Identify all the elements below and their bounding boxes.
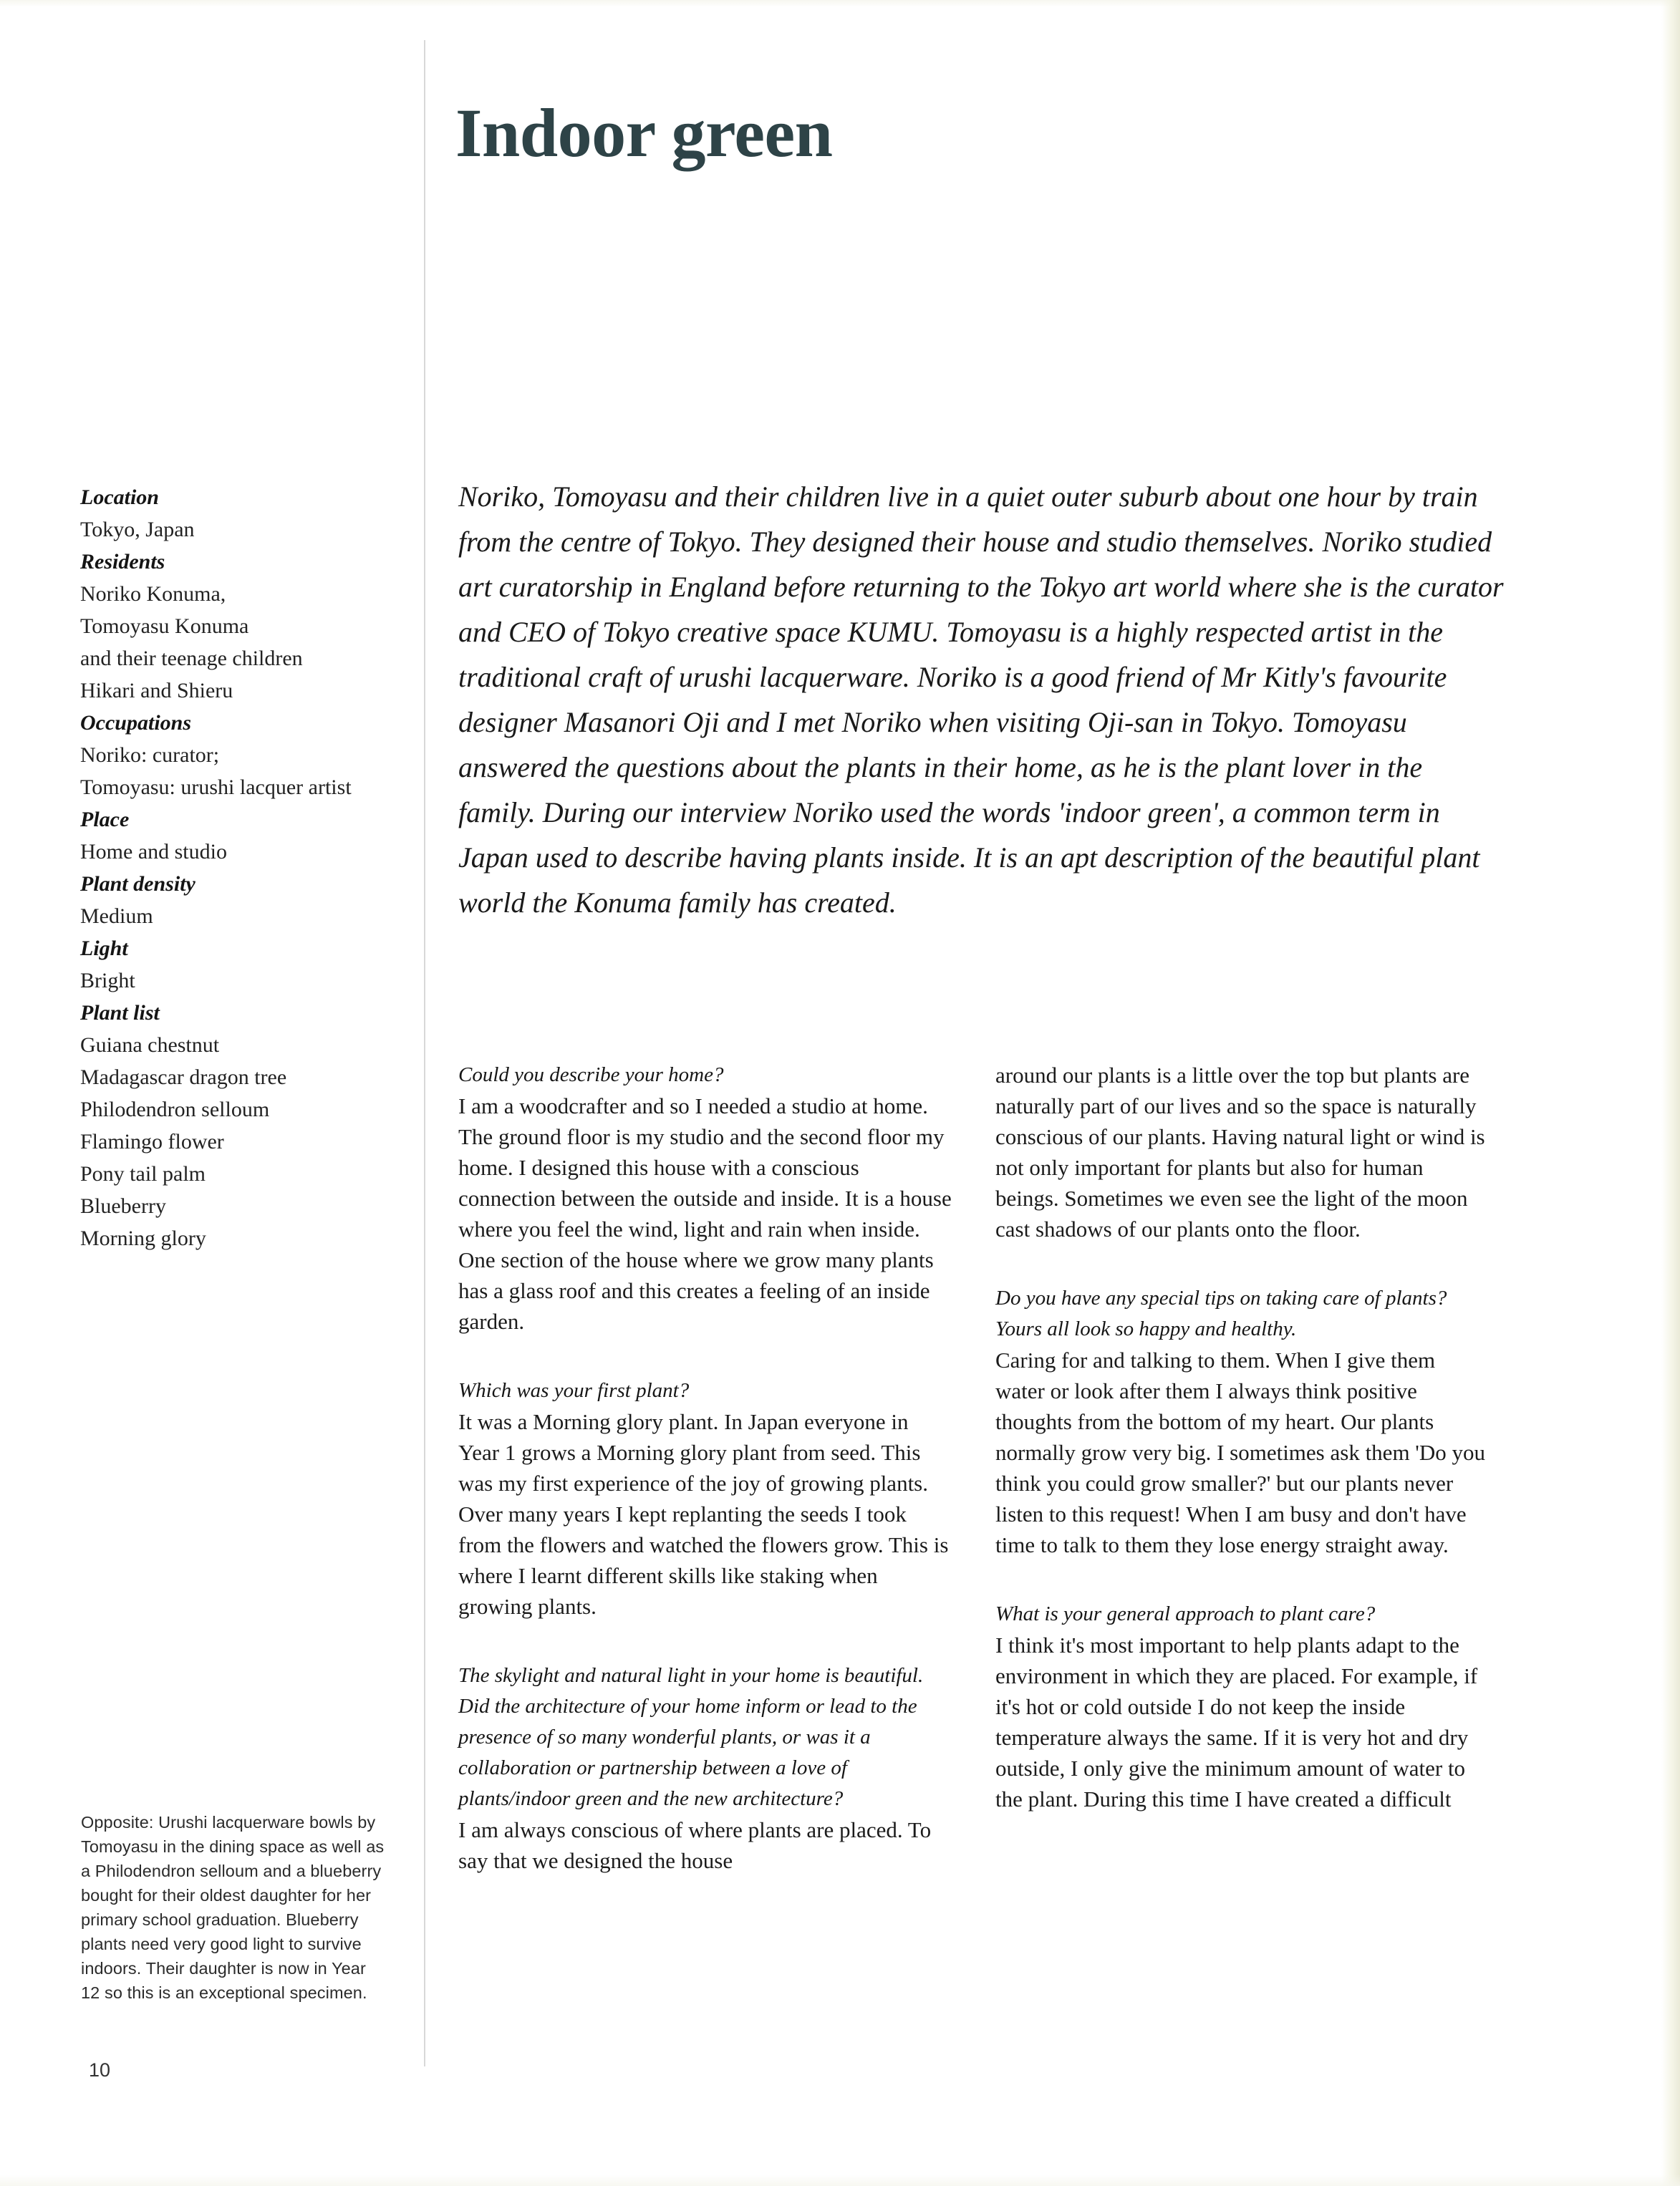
meta-block bbox=[80, 546, 388, 707]
page-title: Indoor green bbox=[455, 95, 833, 172]
meta-label: Light bbox=[80, 937, 128, 960]
meta-value: Philodendron selloum bbox=[80, 1098, 270, 1121]
qa-block bbox=[458, 1375, 952, 1622]
article-body bbox=[458, 1060, 1511, 2076]
meta-value: Guiana chestnut bbox=[80, 1033, 220, 1057]
meta-label: Plant list bbox=[80, 1001, 160, 1025]
meta-sidebar bbox=[80, 481, 388, 1254]
qa-block bbox=[458, 1660, 952, 1876]
qa-block bbox=[458, 1060, 952, 1337]
interview-answer: I am always conscious of where plants are placed. To say that we designed the house bbox=[458, 1817, 932, 1873]
page-number: 10 bbox=[89, 2059, 111, 2081]
meta-label: Plant density bbox=[80, 872, 195, 896]
meta-block bbox=[80, 803, 388, 868]
meta-label: Location bbox=[80, 485, 159, 509]
scan-edge-top bbox=[0, 0, 1680, 7]
interview-answer: I am a woodcrafter and so I needed a studio at home. The ground floor is my studio and the second floor my home. I designed this house with a conscious connection between the outside and inside. It is a house where you feel the wind, light and rain when inside. One section of the house where we grow many plants has a glass roof and this creates a feeling of an inside garden. bbox=[458, 1093, 952, 1334]
scan-edge-bottom bbox=[0, 2175, 1680, 2186]
meta-label: Residents bbox=[80, 550, 165, 574]
interview-answer: Caring for and talking to them. When I give them water or look after them I always think positive thoughts from the bottom of my heart. Our plants normally grow very big. I sometimes ask them 'Do you think you could grow smaller?' but our plants never listen to this request! When I am busy and don't have time to talk to them they lose energy straight away. bbox=[995, 1348, 1486, 1557]
meta-value: Tomoyasu Konuma bbox=[80, 614, 249, 638]
body-column-right bbox=[995, 1060, 1490, 1814]
meta-value: Noriko: curator; bbox=[80, 743, 220, 767]
meta-value: Home and studio bbox=[80, 840, 227, 864]
meta-block bbox=[80, 707, 388, 803]
meta-value: Pony tail palm bbox=[80, 1162, 206, 1186]
meta-value: Hikari and Shieru bbox=[80, 679, 233, 702]
interview-answer: I think it's most important to help plants adapt to the environment in which they are placed. For example, if it's hot or cold outside I do not keep the inside temperature always the same. If it is very hot and dry outside, I only give the minimum amount of water to the plant. During this time I have created a difficult bbox=[995, 1633, 1478, 1812]
meta-value: Morning glory bbox=[80, 1227, 206, 1250]
body-column-left bbox=[458, 1060, 952, 1876]
meta-value: Tomoyasu: urushi lacquer artist bbox=[80, 775, 352, 799]
meta-value: Medium bbox=[80, 904, 153, 928]
qa-block bbox=[995, 1599, 1490, 1814]
interview-question: Could you describe your home? bbox=[458, 1063, 724, 1086]
meta-block bbox=[80, 932, 388, 997]
meta-label: Occupations bbox=[80, 711, 192, 735]
interview-answer: around our plants is a little over the top but plants are naturally part of our lives and so the space is naturally conscious of our plants. Having natural light or wind is not only important for plants but also for human beings. Sometimes we even see the light of the moon cast shadows of our plants onto the floor. bbox=[995, 1063, 1485, 1242]
meta-block bbox=[80, 868, 388, 932]
meta-value: Madagascar dragon tree bbox=[80, 1065, 287, 1089]
meta-block bbox=[80, 481, 388, 546]
standfirst-intro: Noriko, Tomoyasu and their children live in a quiet outer suburb about one hour by train from the centre of Tokyo. They designed their house and studio themselves. Noriko studied art curatorship in England before returning to the Tokyo art world where she is the curator and CEO of Tokyo creative space KUMU. Tomoyasu is a highly respected artist in the traditional craft of urushi lacquerware. Noriko is a good friend of Mr Kitly's favourite designer Masanori Oji and I met Noriko when visiting Oji-san in Tokyo. Tomoyasu answered the questions about the plants in their home, as he is the plant lover in the family. During our interview Noriko used the words 'indoor green', a common term in Japan used to describe having plants inside. It is an apt description of the beautiful plant world the Konuma family has created. bbox=[458, 480, 1504, 919]
meta-value: Noriko Konuma, bbox=[80, 582, 226, 606]
scan-edge-right bbox=[1661, 0, 1680, 2186]
meta-value: Blueberry bbox=[80, 1194, 166, 1218]
interview-answer: It was a Morning glory plant. In Japan everyone in Year 1 grows a Morning glory plant from seed. This was my first experience of the joy of growing plants. Over many years I kept replanting the seeds I took from the flowers and watched the flowers grow. This is where I learnt different skills like staking when growing plants. bbox=[458, 1409, 949, 1619]
meta-value: Flamingo flower bbox=[80, 1130, 224, 1154]
meta-value: Bright bbox=[80, 969, 135, 992]
interview-question: The skylight and natural light in your home is beautiful. Did the architecture of your home inform or lead to the presence of so many wonderful plants, or was it a collaboration or partnership between a love of plants/indoor green and the new architecture? bbox=[458, 1664, 924, 1810]
interview-question: Which was your first plant? bbox=[458, 1379, 690, 1402]
qa-block bbox=[995, 1283, 1490, 1560]
interview-question: Do you have any special tips on taking care of plants? Yours all look so happy and healthy. bbox=[995, 1287, 1447, 1340]
interview-question: What is your general approach to plant care? bbox=[995, 1602, 1376, 1625]
qa-block bbox=[995, 1060, 1490, 1244]
meta-label: Place bbox=[80, 808, 130, 831]
meta-value: and their teenage children bbox=[80, 647, 303, 670]
column-divider-rule bbox=[424, 40, 425, 2066]
photo-caption: Opposite: Urushi lacquerware bowls by Tomoyasu in the dining space as well as a Philodendron selloum and a blueberry bought for their oldest daughter for her primary school graduation. Blueberry plants need very good light to survive indoors. Their daughter is now in Year 12 so this is an exceptional specimen. bbox=[81, 1813, 385, 2002]
meta-value: Tokyo, Japan bbox=[80, 518, 195, 541]
meta-block bbox=[80, 997, 388, 1254]
